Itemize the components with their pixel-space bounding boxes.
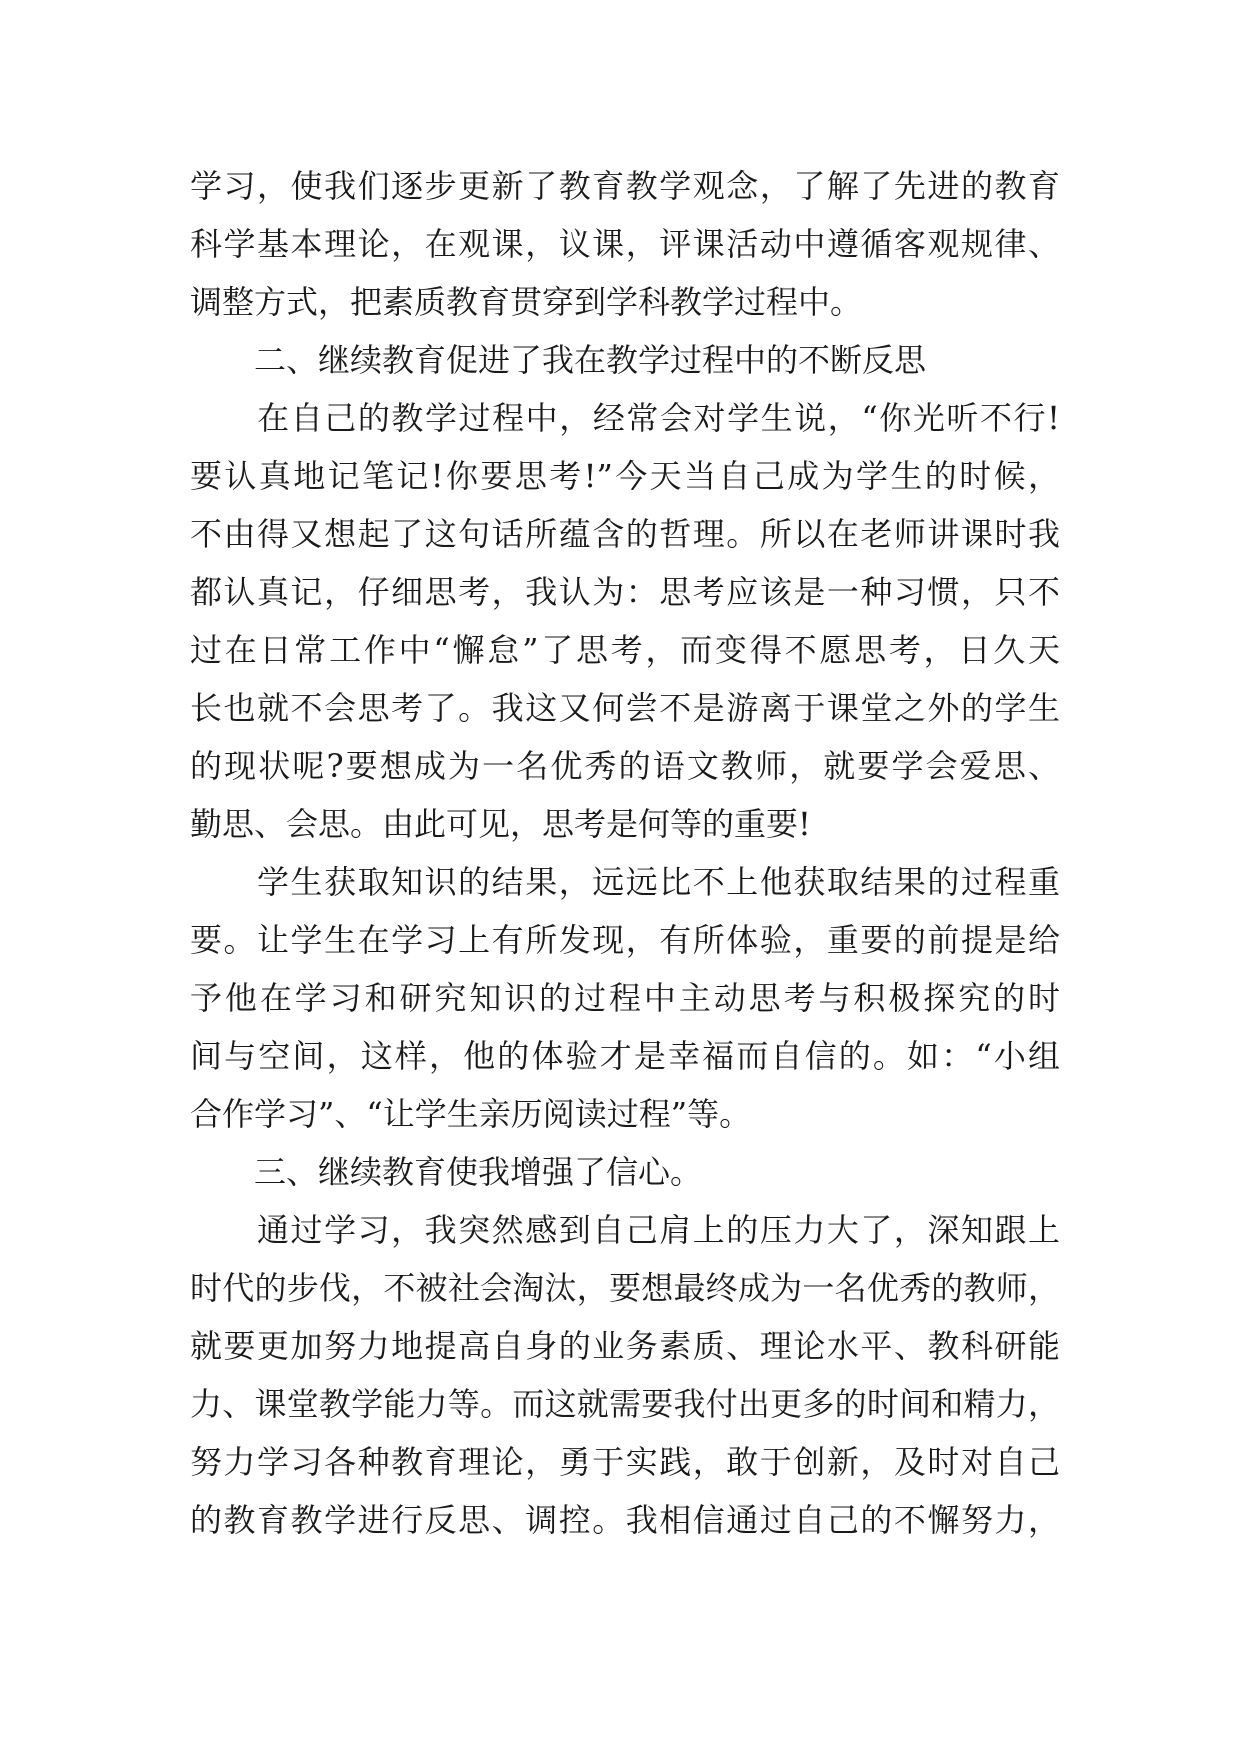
- text-line: 的现状呢?要想成为一名优秀的语文教师，就要学会爱思、: [190, 747, 1060, 785]
- text-line: 合作学习”、“让学生亲历阅读过程”等。: [190, 1095, 752, 1133]
- text-line: 学习，使我们逐步更新了教育教学观念，了解了先进的教育: [190, 167, 1060, 205]
- text-line: 就要更加努力地提高自身的业务素质、理论水平、教科研能: [190, 1327, 1060, 1365]
- text-line: 都认真记，仔细思考，我认为：思考应该是一种习惯，只不: [190, 573, 1060, 611]
- text-line: 时代的步伐，不被社会淘汰，要想最终成为一名优秀的教师，: [190, 1269, 1060, 1307]
- text-line: 要认真地记笔记!你要思考!”今天当自己成为学生的时候，: [190, 457, 1060, 495]
- text-line: 要。让学生在学习上有所发现，有所体验，重要的前提是给: [190, 921, 1060, 959]
- text-line: 力、课堂教学能力等。而这就需要我付出更多的时间和精力，: [190, 1385, 1060, 1423]
- section-heading: 二、继续教育促进了我在教学过程中的不断反思: [190, 341, 927, 379]
- text-line: 予他在学习和研究知识的过程中主动思考与积极探究的时: [190, 979, 1060, 1017]
- text-line: 过在日常工作中“懈怠”了思考，而变得不愿思考，日久天: [190, 631, 1060, 669]
- text-line: 学生获取知识的结果，远远比不上他获取结果的过程重: [190, 863, 1060, 901]
- text-line: 勤思、会思。由此可见，思考是何等的重要!: [190, 805, 811, 843]
- text-line: 通过学习，我突然感到自己肩上的压力大了，深知跟上: [190, 1211, 1060, 1249]
- text-line: 调整方式，把素质教育贯穿到学科教学过程中。: [190, 283, 863, 321]
- section-heading: 三、继续教育使我增强了信心。: [190, 1153, 703, 1191]
- text-line: 间与空间，这样，他的体验才是幸福而自信的。如：“小组: [190, 1037, 1060, 1075]
- text-line: 努力学习各种教育理论，勇于实践，敢于创新，及时对自己: [190, 1443, 1060, 1481]
- text-line: 不由得又想起了这句话所蕴含的哲理。所以在老师讲课时我: [190, 515, 1060, 553]
- text-line: 长也就不会思考了。我这又何尝不是游离于课堂之外的学生: [190, 689, 1060, 727]
- text-line: 的教育教学进行反思、调控。我相信通过自己的不懈努力，: [190, 1501, 1060, 1539]
- text-line: 科学基本理论，在观课，议课，评课活动中遵循客观规律、: [190, 225, 1060, 263]
- text-line: 在自己的教学过程中，经常会对学生说，“你光听不行!: [190, 399, 1060, 437]
